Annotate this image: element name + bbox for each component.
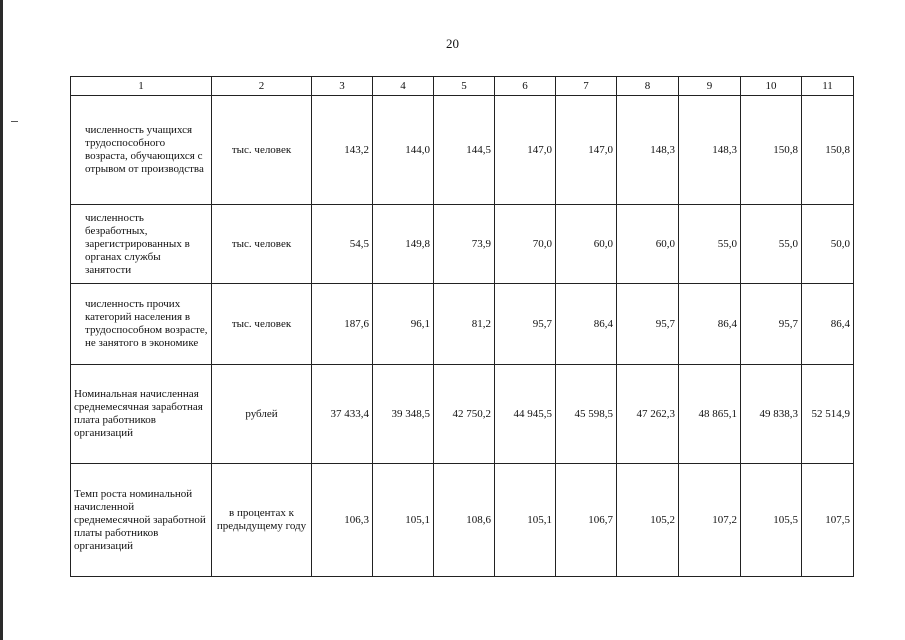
- row-label: численность прочих категорий населения в трудоспособном возрасте, не занятого в экономике: [71, 284, 212, 365]
- table-cell: 70,0: [495, 205, 556, 284]
- table-cell: 108,6: [434, 464, 495, 577]
- table-cell: 52 514,9: [802, 365, 854, 464]
- row-unit: тыс. человек: [212, 205, 312, 284]
- row-unit: в процентах к предыдущему году: [212, 464, 312, 577]
- column-header: 7: [556, 77, 617, 96]
- table-cell: 150,8: [802, 96, 854, 205]
- table-cell: 105,1: [495, 464, 556, 577]
- row-unit: тыс. человек: [212, 284, 312, 365]
- table-cell: 44 945,5: [495, 365, 556, 464]
- table-cell: 143,2: [312, 96, 373, 205]
- data-table: [70, 76, 854, 577]
- column-header: 2: [212, 77, 312, 96]
- table-row: [71, 284, 854, 365]
- table-cell: 55,0: [679, 205, 741, 284]
- table-cell: 106,3: [312, 464, 373, 577]
- row-unit: тыс. человек: [212, 96, 312, 205]
- table-cell: 54,5: [312, 205, 373, 284]
- table-row: [71, 365, 854, 464]
- table-cell: 86,4: [556, 284, 617, 365]
- page-left-edge: [0, 0, 3, 640]
- table-cell: 147,0: [495, 96, 556, 205]
- table-cell: 47 262,3: [617, 365, 679, 464]
- table-cell: 49 838,3: [741, 365, 802, 464]
- page-number: 20: [446, 36, 459, 51]
- table-cell: 81,2: [434, 284, 495, 365]
- column-header: 11: [802, 77, 854, 96]
- table-row: [71, 205, 854, 284]
- table-cell: 150,8: [741, 96, 802, 205]
- column-header: 5: [434, 77, 495, 96]
- column-header: 1: [71, 77, 212, 96]
- table-cell: 37 433,4: [312, 365, 373, 464]
- table-cell: 60,0: [617, 205, 679, 284]
- column-header: 3: [312, 77, 373, 96]
- margin-mark: [11, 121, 18, 122]
- table-cell: 148,3: [679, 96, 741, 205]
- table-cell: 148,3: [617, 96, 679, 205]
- row-label: Номинальная начисленная среднемесячная заработная плата работников организаций: [71, 365, 212, 464]
- table-cell: 105,1: [373, 464, 434, 577]
- table-cell: 144,5: [434, 96, 495, 205]
- table-cell: 96,1: [373, 284, 434, 365]
- table-cell: 147,0: [556, 96, 617, 205]
- table-cell: 95,7: [741, 284, 802, 365]
- row-label: численность учащихся трудоспособного возраста, обучающихся с отрывом от производства: [71, 96, 212, 205]
- table-cell: 55,0: [741, 205, 802, 284]
- table-cell: 107,5: [802, 464, 854, 577]
- row-label: Темп роста номинальной начисленной среднемесячной заработной платы работников организаций: [71, 464, 212, 577]
- table-cell: 105,2: [617, 464, 679, 577]
- table-cell: 86,4: [679, 284, 741, 365]
- table-cell: 50,0: [802, 205, 854, 284]
- header-row: [71, 77, 854, 96]
- table-cell: 95,7: [617, 284, 679, 365]
- column-header: 4: [373, 77, 434, 96]
- column-header: 8: [617, 77, 679, 96]
- table-cell: 45 598,5: [556, 365, 617, 464]
- table-cell: 95,7: [495, 284, 556, 365]
- table-cell: 187,6: [312, 284, 373, 365]
- table-cell: 144,0: [373, 96, 434, 205]
- column-header: 6: [495, 77, 556, 96]
- table-cell: 42 750,2: [434, 365, 495, 464]
- table-cell: 39 348,5: [373, 365, 434, 464]
- table-cell: 73,9: [434, 205, 495, 284]
- table-cell: 106,7: [556, 464, 617, 577]
- table-cell: 48 865,1: [679, 365, 741, 464]
- table-cell: 86,4: [802, 284, 854, 365]
- table-cell: 60,0: [556, 205, 617, 284]
- table-cell: 149,8: [373, 205, 434, 284]
- table-cell: 105,5: [741, 464, 802, 577]
- row-label: численность безработных, зарегистрированных в органах службы занятости: [71, 205, 212, 284]
- table-row: [71, 464, 854, 577]
- table-cell: 107,2: [679, 464, 741, 577]
- column-header: 10: [741, 77, 802, 96]
- row-unit: рублей: [212, 365, 312, 464]
- table-row: [71, 96, 854, 205]
- column-header: 9: [679, 77, 741, 96]
